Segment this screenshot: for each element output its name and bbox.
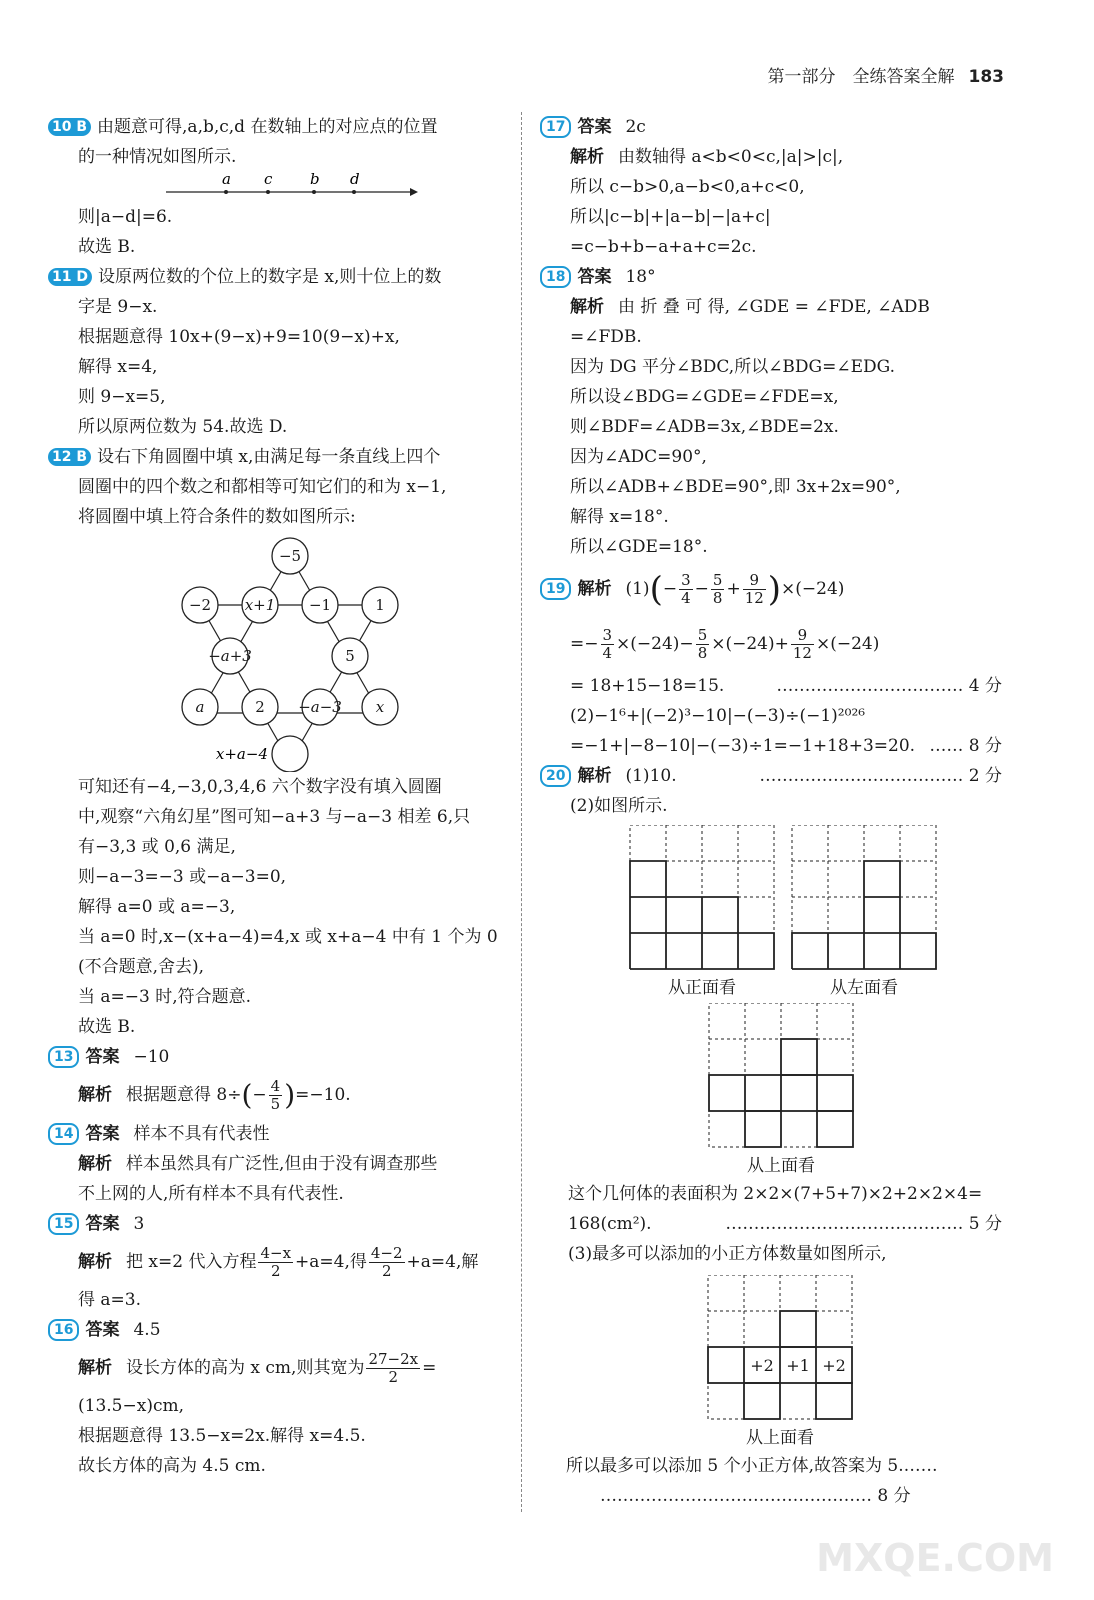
q16-solution [48, 1345, 508, 1391]
view-top [540, 1003, 1002, 1179]
number-line [48, 172, 508, 202]
q17-line4: =c−b+b−a+a+c=2c. [570, 237, 757, 257]
q14-answer-label: 答案 [85, 1123, 120, 1144]
q12-line1: 设右下角圆圈中填 x,由满足每一条直线上四个 [97, 447, 441, 467]
q12-line4: 可知还有−4,−3,0,3,4,6 六个数字没有填入圆圈 [78, 777, 442, 797]
star-r2a: a [195, 698, 205, 716]
q15-sol-c: +a=4,解 [406, 1251, 479, 1272]
q19-mult: ×(−24) [781, 579, 845, 599]
caption-top-view-2: 从上面看 [746, 1427, 814, 1448]
axis-label-c: c [264, 172, 273, 188]
right-column [540, 112, 1002, 1511]
header-title: 第一部分 全练答案全解 [767, 67, 955, 87]
q10-line3: 则|a−d|=6. [78, 207, 173, 227]
q12-line11: 当 a=−3 时,符合题意. [78, 987, 252, 1007]
q13-fraction: $\frac{4}{5}$ [270, 1077, 281, 1113]
q18-line2: =∠FDB. [570, 327, 642, 347]
q18-line9: 所以∠GDE=18°. [570, 537, 708, 557]
q13-answer-label: 答案 [85, 1047, 120, 1067]
q20-line1: (1)10. [625, 765, 677, 786]
q19-line4: (2)−1⁶+|(−2)³−10|−(−3)÷(−1)²⁰²⁶ [570, 705, 866, 726]
axis-label-d: d [350, 172, 360, 188]
star-top: −5 [278, 547, 302, 565]
q18-line4: 所以设∠BDG=∠GDE=∠FDE=x, [570, 387, 839, 407]
q16-line4: 故长方体的高为 4.5 cm. [78, 1455, 266, 1476]
star-r1a: −2 [188, 596, 212, 614]
q17-answer: 2c [625, 117, 646, 137]
q18-tag: 18 [540, 266, 571, 288]
q16-line2: (13.5−x)cm, [78, 1395, 184, 1416]
caption-top-view: 从上面看 [747, 1155, 815, 1176]
q18-line3: 因为 DG 平分∠BDC,所以∠BDG=∠EDG. [570, 357, 896, 377]
star-r1b: x+1 [244, 596, 276, 614]
q11-line3: 根据题意得 10x+(9−x)+9=10(9−x)+x, [78, 327, 400, 347]
q18-line6: 因为∠ADC=90°, [570, 447, 707, 467]
q15-solution [48, 1239, 508, 1285]
added-cell-1: +2 [750, 1355, 774, 1375]
q13-answer: −10 [133, 1047, 170, 1067]
caption-left-view: 从左面看 [830, 977, 898, 998]
q17-line3: 所以|c−b|+|a−b|−|a+c| [570, 207, 771, 227]
q14-answer: 样本不具有代表性 [133, 1123, 270, 1144]
q19-line1: 19 解析 (1)(− $\frac{3}{4}$ − $\frac{5}{8}$ + $\frac{9}{12}$ )×(−24) [540, 562, 1002, 617]
q16-sol-a: 设长方体的高为 x cm,则其宽为 [126, 1357, 365, 1378]
q14-solution-label: 解析 [78, 1153, 112, 1174]
q19-frac-a2: $\frac{3}{4}$ [602, 625, 613, 662]
q20-line5: (3)最多可以添加的小正方体数量如图所示, [568, 1243, 887, 1264]
q11-tag: 11 D [48, 268, 92, 286]
page-header [768, 62, 1005, 87]
left-column [48, 112, 508, 1481]
q20-line3: 这个几何体的表面积为 2×2×(7+5+7)×2+2×2×4= [568, 1183, 983, 1204]
q12-line3: 将圆圈中填上符合条件的数如图所示: [78, 507, 356, 527]
hexagram-figure [48, 532, 508, 772]
q20-line2: (2)如图所示. [570, 795, 668, 816]
watermark: MXQE.COM [816, 1536, 1054, 1580]
q18-answer-label: 答案 [577, 267, 612, 287]
q18-line1: 由 折 叠 可 得, ∠GDE = ∠FDE, ∠ADB [618, 297, 930, 317]
q12-line9: 当 a=0 时,x−(x+a−4)=4,x 或 x+a−4 中有 1 个为 0 [78, 927, 498, 947]
q19-line2 [540, 617, 1002, 671]
page-number: 183 [968, 67, 1004, 87]
q17-answer-label: 答案 [577, 117, 612, 137]
q19-line5: =−1+|−8−10|−(−3)÷1=−1+18+3=20. [570, 735, 916, 756]
q14-tag: 14 [48, 1123, 79, 1145]
q16-frac: $\frac{27-2x}{2}$ [368, 1349, 419, 1386]
q15-sol-a: 把 x=2 代入方程 [126, 1251, 257, 1272]
q10-line1: 由题意可得,a,b,c,d 在数轴上的对应点的位置 [97, 117, 438, 137]
q20-score1: ……………………………… 2 分 [759, 765, 1002, 786]
q16-sol-b: = [422, 1357, 437, 1378]
q19-frac-b2: $\frac{5}{8}$ [697, 625, 708, 662]
star-m1: −a+3 [208, 647, 252, 665]
q13-tag: 13 [48, 1046, 79, 1068]
q10-tag: 10 B [48, 118, 91, 136]
q19-l2b: ×(−24)− [616, 633, 694, 654]
q15-answer: 3 [133, 1213, 145, 1234]
view-top-added [540, 1269, 1002, 1451]
q19-l2a: =− [570, 633, 599, 654]
q11-line2: 字是 9−x. [78, 297, 158, 317]
q16-line3: 根据题意得 13.5−x=2x.解得 x=4.5. [78, 1425, 366, 1446]
star-bottom-label: x+a−4 [215, 745, 268, 763]
q15-frac2: $\frac{4-2}{2}$ [370, 1243, 403, 1280]
q10-line2: 的一种情况如图所示. [78, 147, 237, 167]
star-m2: 5 [345, 647, 355, 665]
q17-line1: 由数轴得 a<b<0<c,|a|>|c|, [618, 147, 844, 167]
q18-answer: 18° [625, 267, 656, 287]
q12-line10: (不合题意,舍去), [78, 957, 205, 977]
q11-line1: 设原两位数的个位上的数字是 x,则十位上的数 [97, 267, 442, 287]
q12-line8: 解得 a=0 或 a=−3, [78, 897, 236, 917]
added-cell-2: +1 [786, 1355, 810, 1375]
q13-sol-a: 根据题意得 8÷ [126, 1085, 242, 1105]
q13-sol-b: =−10. [295, 1085, 351, 1105]
front-view-solid [630, 861, 774, 969]
q19-p1: (1) [625, 579, 650, 599]
q19-frac-a: $\frac{3}{4}$ [681, 571, 691, 607]
q12-line12: 故选 B. [78, 1017, 136, 1037]
views-front-left [540, 821, 1002, 1003]
q19-tag: 19 [540, 578, 571, 600]
q19-score2: …… 8 分 [929, 735, 1002, 756]
q18-line5: 则∠BDF=∠ADB=3x,∠BDE=2x. [570, 417, 839, 437]
q16-answer-label: 答案 [85, 1319, 120, 1340]
q19-frac-b: $\frac{5}{8}$ [712, 571, 723, 607]
q11-line5: 则 9−x=5, [78, 387, 166, 407]
axis-label-a: a [222, 172, 231, 188]
q19-line3: = 18+15−18=15. [570, 675, 725, 696]
q13-solution-label: 解析 [78, 1085, 112, 1105]
top-view-solid [709, 1039, 853, 1147]
q12-line2: 圆圈中的四个数之和都相等可知它们的和为 x−1, [78, 477, 447, 497]
added-cell-3: +2 [822, 1355, 846, 1375]
axis-label-b: b [310, 172, 320, 188]
q16-tag: 16 [48, 1319, 79, 1341]
q11-line4: 解得 x=4, [78, 357, 158, 377]
caption-front-view: 从正面看 [668, 977, 736, 998]
left-view-solid [792, 861, 936, 969]
q20-tag: 20 [540, 765, 571, 787]
q15-answer-label: 答案 [85, 1213, 120, 1234]
q20-score2: …………………………………… 5 分 [725, 1213, 1002, 1234]
q15-line2: 得 a=3. [78, 1289, 142, 1310]
star-r1d: 1 [375, 596, 385, 614]
q15-frac1: $\frac{4-x}{2}$ [260, 1243, 292, 1280]
q17-solution-label: 解析 [570, 147, 604, 167]
star-r2b: 2 [255, 698, 265, 716]
q15-solution-label: 解析 [78, 1251, 112, 1272]
q12-line6: 有−3,3 或 0,6 满足, [78, 837, 236, 857]
q19-score1: …………………………… 4 分 [776, 675, 1002, 696]
q12-line5: 中,观察“六角幻星”图可知−a+3 与−a−3 相差 6,只 [78, 807, 471, 827]
q12-tag: 12 B [48, 448, 91, 466]
q13-solution: 解析 根据题意得 8÷(− $\frac{4}{5}$ )=−10. [78, 1077, 351, 1113]
q11-line6: 所以原两位数为 54.故选 D. [78, 417, 288, 437]
q12-line7: 则−a−3=−3 或−a−3=0, [78, 867, 287, 887]
q16-answer: 4.5 [133, 1319, 161, 1340]
q20-line4: 168(cm²). [568, 1213, 652, 1234]
q19-l2c: ×(−24)+ [711, 633, 789, 654]
q18-line7: 所以∠ADB+∠BDE=90°,即 3x+2x=90°, [570, 477, 901, 497]
q17-line2: 所以 c−b>0,a−b<0,a+c<0, [570, 177, 805, 197]
q17-tag: 17 [540, 116, 571, 138]
q20-score3: ………………………………………… 8 分 [600, 1485, 911, 1506]
column-divider [521, 112, 522, 1512]
q20-solution-label: 解析 [577, 765, 612, 786]
star-r1c: −1 [308, 596, 332, 614]
q15-tag: 15 [48, 1213, 79, 1235]
q18-line8: 解得 x=18°. [570, 507, 669, 527]
q14-line2: 不上网的人,所有样本不具有代表性. [78, 1183, 344, 1204]
q10-line4: 故选 B. [78, 237, 136, 257]
star-r2c: −a−3 [298, 698, 342, 716]
q13-sol-neg: − [252, 1085, 267, 1105]
star-r2d: x [375, 698, 385, 716]
q15-sol-b: +a=4,得 [295, 1251, 367, 1272]
q19-solution-label: 解析 [577, 579, 612, 599]
q20-line6: 所以最多可以添加 5 个小正方体,故答案为 5.…… [566, 1455, 938, 1476]
q18-solution-label: 解析 [570, 297, 604, 317]
q14-line1: 样本虽然具有广泛性,但由于没有调查那些 [126, 1153, 438, 1174]
q16-solution-label: 解析 [78, 1357, 112, 1378]
q19-l2d: ×(−24) [815, 633, 880, 654]
q19-frac-c2: $\frac{9}{12}$ [792, 625, 812, 662]
q19-frac-c: $\frac{9}{12}$ [744, 571, 764, 607]
